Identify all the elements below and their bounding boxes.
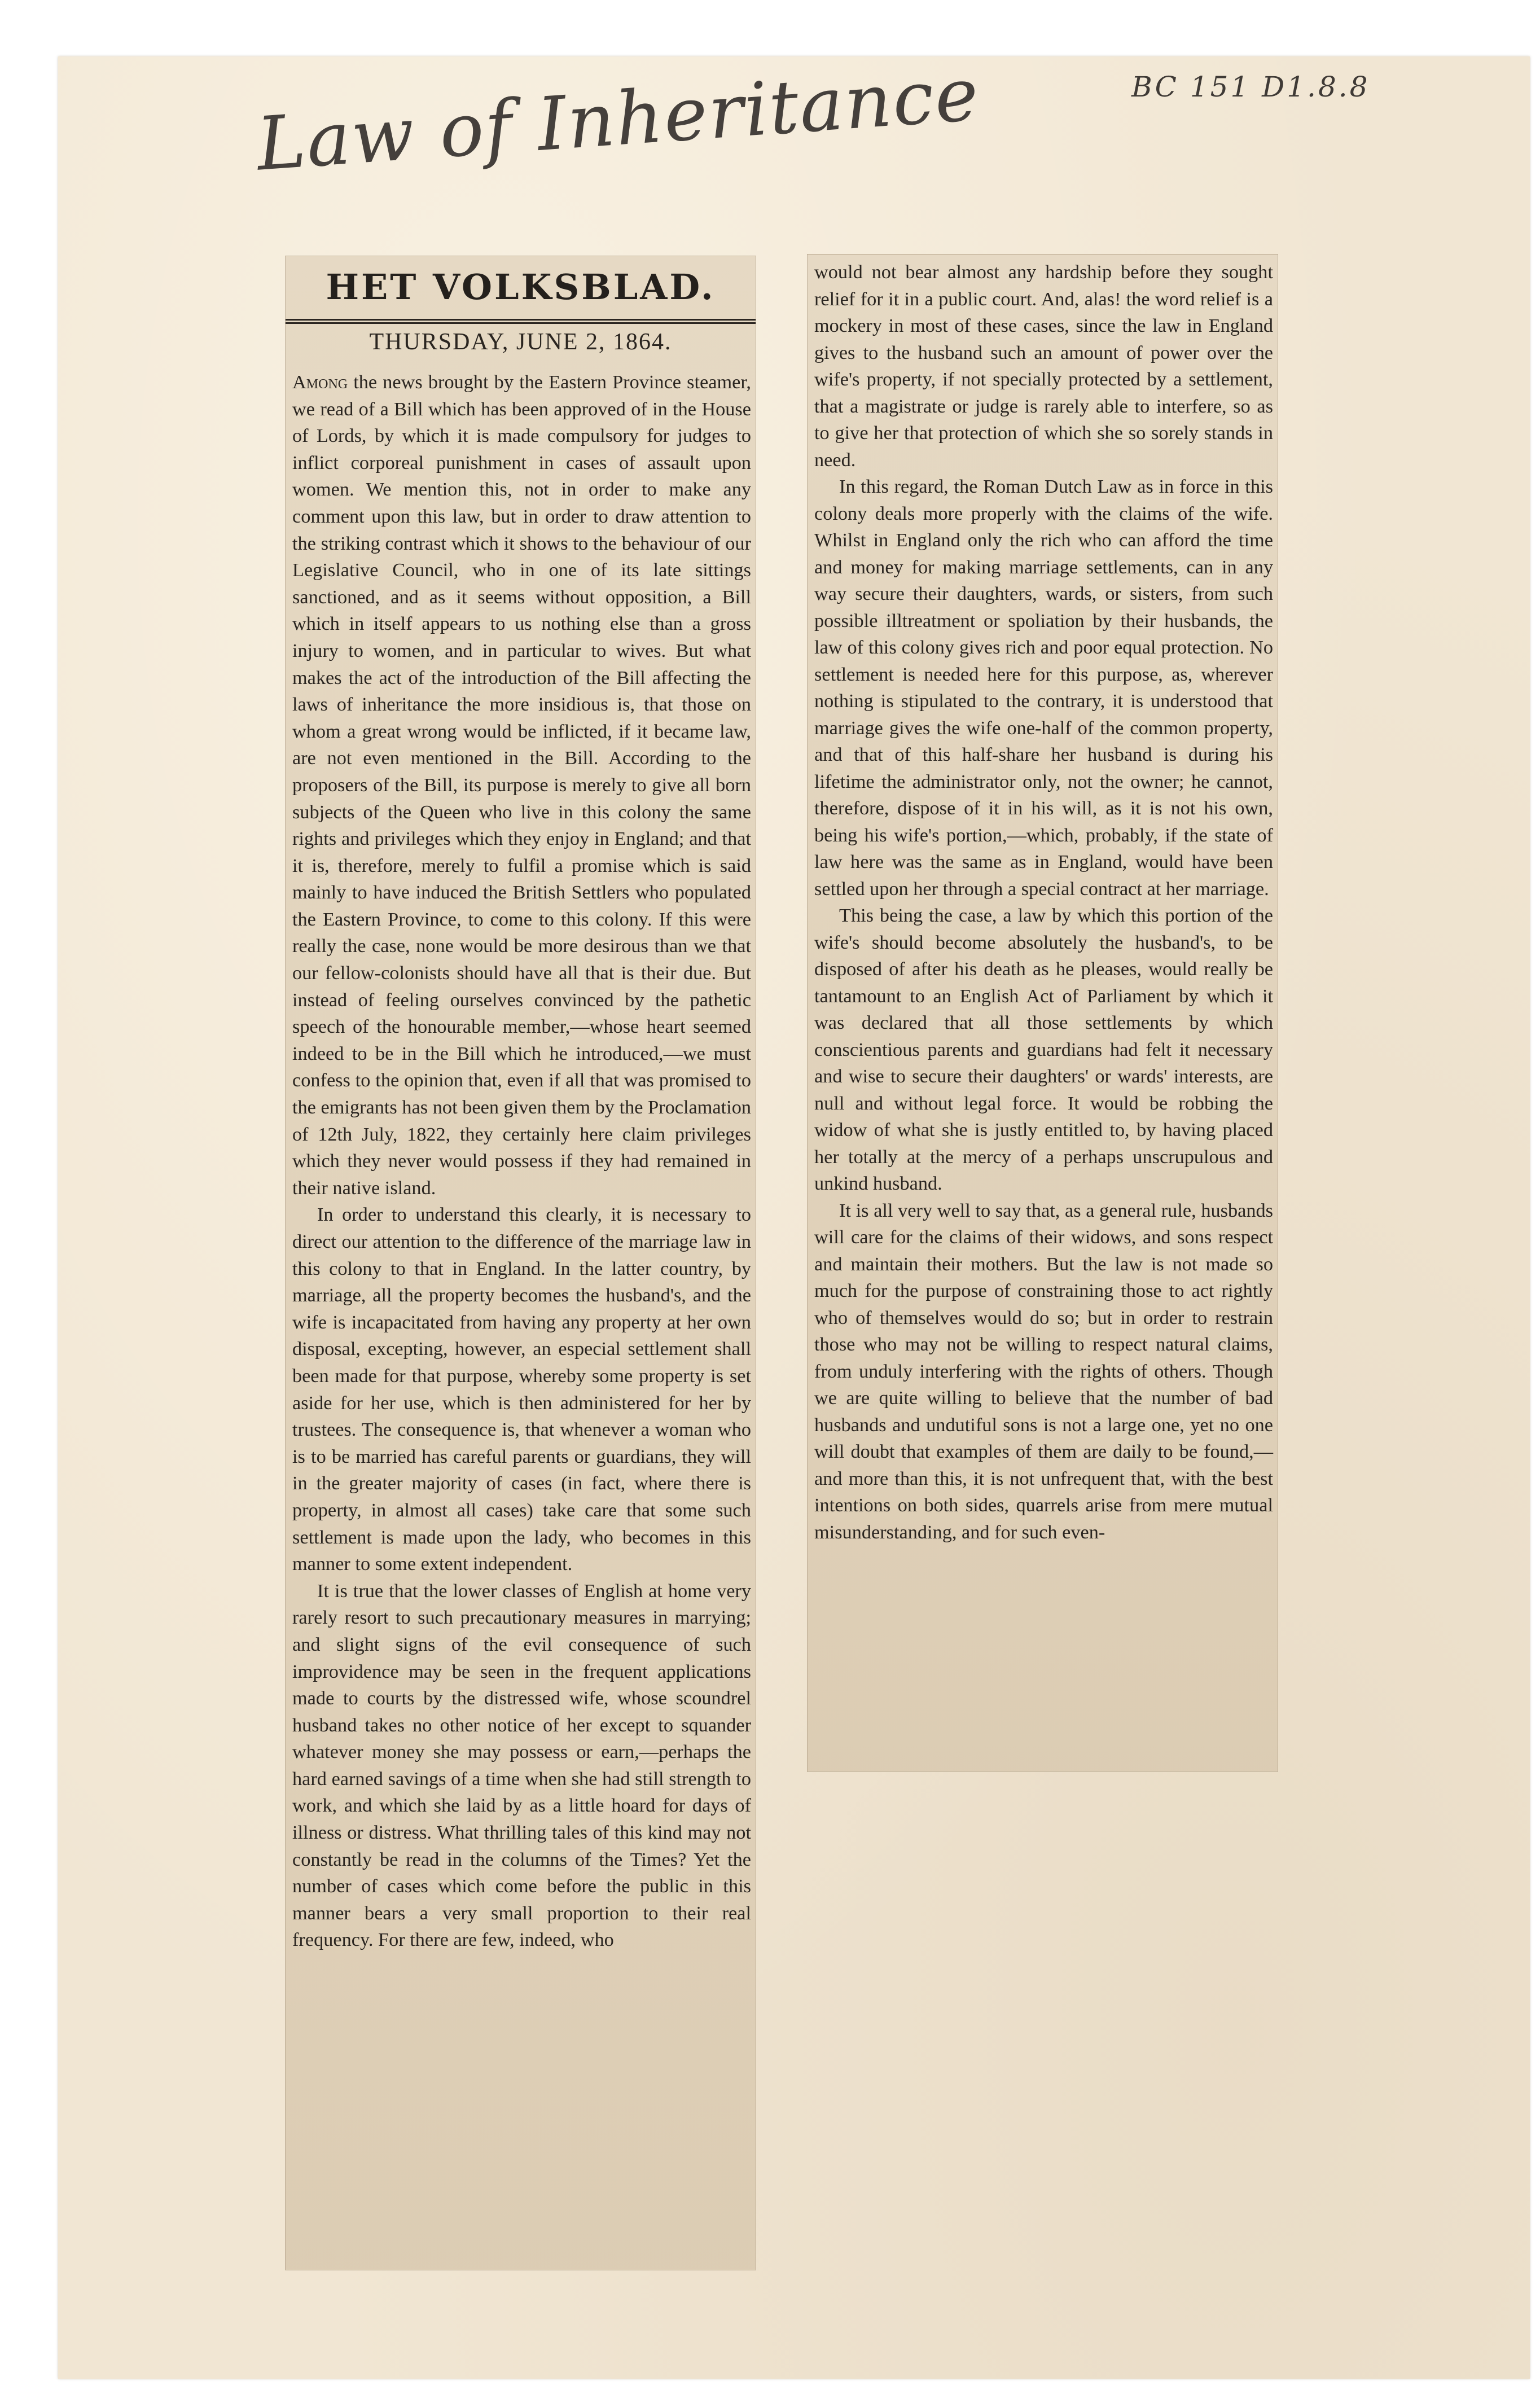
newspaper-clipping-right bbox=[807, 254, 1278, 1772]
paper-sheet bbox=[58, 56, 1530, 2379]
paragraph bbox=[292, 369, 751, 1202]
dateline: THURSDAY, JUNE 2, 1864. bbox=[369, 329, 672, 355]
article-body-left bbox=[292, 369, 751, 1954]
paragraph: It is true that the lower classes of English at home very rarely resort to such precautionary measures in marrying; and slight signs of the evil consequence of such improvidence may be seen in the frequent applications made to courts by the distressed wife, whose scoundrel husband takes no other notice of her except to squander whatever money she may possess or earn,—perhaps the hard earned savings of a time when she had still strength to work, and which she laid by as a little hoard for days of illness or distress. What thrilling tales of this kind may not constantly be read in the columns of the Times? Yet the number of cases which come before the public in this manner bears a very small proportion to their real frequency. For there are few, indeed, who bbox=[292, 1580, 751, 1951]
masthead-title: HET VOLKSBLAD. bbox=[326, 266, 716, 308]
archive-reference-code: BC 151 D1.8.8 bbox=[1131, 71, 1370, 103]
paragraph: In this regard, the Roman Dutch Law as in force in this colony deals more properly with the claims of the wife. Whilst in England only the rich who can afford the time and money for making marriage settlements, can in any way secure their daughters, wards, or sisters, from such possible illtreatment or spoliation by their husbands, the law of this colony gives rich and poor equal protection. No settlement is needed here for this purpose, as, wherever nothing is stipulated to the contrary, it is understood that marriage gives the wife one-half of the common property, and that of this half-share her husband is during his lifetime the administrator only, not the owner; he cannot, therefore, dispose of it in his will, as it is not his own, being his wife's portion,—which, probably, if the state of law here was the same as in England, would have been settled upon her through a special contract at her marriage. bbox=[814, 476, 1273, 900]
paragraph: This being the case, a law by which this portion of the wife's should become absolutely the husband's, to be disposed of after his death as he pleases, would really be tantamount to an English Act of Parliament by which it was declared that all those settlements by which conscientious parents and guardians had felt it necessary and wise to secure their daughters' or wards' interests, are null and without legal force. It would be robbing the widow of what she is justly entitled to, by having placed her totally at the mercy of a perhaps unscrupulous and unkind husband. bbox=[814, 905, 1273, 1194]
paragraph: would not bear almost any hardship before they sought relief for it in a public court. And, alas! the word relief is a mockery in most of these cases, since the law in England gives to the husband such an amount of power over the wife's property, if not specially protected by a settlement, that a magistrate or judge is rarely able to interfere, so as to give her that protection of which she so sorely stands in need. bbox=[814, 261, 1273, 471]
paragraph: It is all very well to say that, as a general rule, husbands will care for the claims of their widows, and sons respect and maintain their mothers. But the law is not made so much for the purpose of constraining those to act rightly who of themselves would do so; but in order to restrain those who may not be willing to respect natural claims, from unduly interfering with the rights of others. Though we are quite willing to believe that the number of bad husbands and undutiful sons is not a large one, yet no one will doubt that examples of them are daily to be found,—and more than this, it is not unfrequent that, with the best intentions on both sides, quarrels arise from mere mutual misunderstanding, and for such even- bbox=[814, 1199, 1273, 1543]
paragraph-text: the news brought by the Eastern Province steamer, we read of a Bill which has been approved of in the House of Lords, by which it is made compulsory for judges to inflict corporeal punishment in cases of assault upon women. We mention this, not in order to make any comment upon this law, but in order to draw attention to the striking contrast which it shows to the behaviour of our Legislative Council, who in one of its late sittings sanctioned, and as it seems without opposition, a Bill which in itself appears to us nothing else than a gross injury to women, and in particular to wives. But what makes the act of the introduction of the Bill affecting the laws of inheritance the more insidious is, that those on whom a great wrong would be inflicted, if it became law, are not even mentioned in the Bill. According to the proposers of the Bill, its purpose is merely to give all born subjects of the Queen who live in this colony the same rights and privileges which they enjoy in England; and that it is, therefore, merely to fulfil a promise which is said mainly to have induced the British Settlers who populated the Eastern Province, to come to this colony. If this were really the case, none would be more desirous than we that our fellow-colonists should have all that is their due. But instead of feeling ourselves convinced by the pathetic speech of the honourable member,—whose heart seemed indeed to be in the Bill which he introduced,—we must confess to the opinion that, even if all that was promised to the emigrants has not been given them by the Proclamation of 12th July, 1822, they certainly here claim privileges which they never would possess if they had remained in their native island. bbox=[292, 371, 751, 1199]
dropcap-word: Among bbox=[292, 371, 348, 393]
article-body-right bbox=[814, 259, 1273, 1546]
newspaper-clipping-left bbox=[285, 256, 756, 2270]
masthead bbox=[286, 256, 756, 324]
paragraph: In order to understand this clearly, it is necessary to direct our attention to the difference of the marriage law in this colony to that in England. In the latter country, by marriage, all the property becomes the husband's, and the wife is incapacitated from having any property at her own disposal, excepting, however, an especial settlement shall been made for that purpose, whereby some property is set aside for her use, which is then administered for her by trustees. The consequence is, that whenever a woman who is to be married has careful parents or guardians, they will in the greater majority of cases (in fact, where there is property, in almost all cases) take care that some such settlement is made upon the lady, who becomes in this manner to some extent independent. bbox=[292, 1204, 751, 1575]
handwritten-title: Law of Inheritance bbox=[254, 51, 982, 187]
